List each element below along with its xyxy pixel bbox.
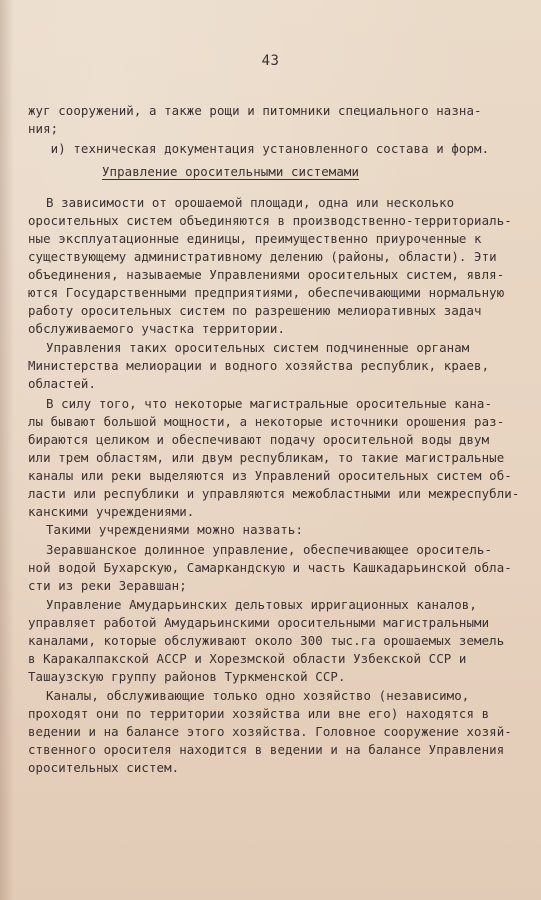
text-line: сти из реки Зеравшан;	[28, 578, 187, 593]
text-line: областей.	[28, 376, 97, 391]
text-line: ственного оросителя находится в ведении и на балансе Управления	[28, 742, 505, 757]
text-line: Управление Амударьинских дельтовых ирригационных каналов,	[46, 597, 477, 612]
text-line: Ташаузскую группу районов Туркменской ССР.	[28, 669, 346, 684]
text-line: в Каракалпакской АССР и Хорезмской области Узбекской ССР и	[28, 651, 467, 666]
text-line: проходят они по территории хозяйства или вне его) находятся в	[28, 706, 490, 721]
text-line: ния;	[28, 121, 59, 136]
page-shadow-edge	[0, 0, 14, 900]
text-line: объединения, называемые Управлениями оросительных систем, явля-	[28, 267, 505, 282]
text-line: и) техническая документация установленного состава и форм.	[28, 141, 490, 156]
text-line: жуг сооружений, а также рощи и питомники специального назна-	[28, 103, 482, 118]
text-line: или трем областям, или двум республикам, то такие магистральные	[28, 450, 505, 465]
text-line: Такими учреждениями можно назвать:	[46, 522, 304, 537]
text-line: Министерства мелиорации и водного хозяйства республик, краев,	[28, 358, 490, 373]
text-line: работу оросительных систем по разрешению мелиоративных задач	[28, 303, 482, 318]
text-line: ной водой Бухарскую, Самаркандскую и часть Кашкадарьинской обла-	[28, 560, 512, 575]
text-line: Зеравшанское долинное управление, обеспечивающее ороситель-	[46, 542, 493, 557]
text-line: управляет работой Амударьинскими оросительными магистральными	[28, 615, 490, 630]
text-line: обслуживаемого участка территории.	[28, 321, 286, 336]
text-line: ные эксплуатационные единицы, преимущественно приуроченные к	[28, 231, 482, 246]
text-line: ведении и на балансе этого хозяйства. Головное сооружение хозяй-	[28, 724, 512, 739]
text-line: В силу того, что некоторые магистральные оросительные кана-	[46, 396, 493, 411]
page-number: 43	[261, 53, 280, 69]
text-line: канскими учреждениями.	[28, 504, 195, 519]
section-heading: Управление оросительными системами	[102, 164, 360, 179]
text-line: каналы или реки выделяются из Управлений оросительных систем об-	[28, 468, 512, 483]
text-line: лы бывают большой мощности, а некоторые источники орошения раз-	[28, 414, 505, 429]
text-line: В зависимости от орошаемой площади, одна или несколько	[46, 195, 455, 210]
text-line: оросительных систем объединяются в производственно-территориаль-	[28, 213, 512, 228]
text-line: каналами, которые обслуживают около 300 тыс.га орошаемых земель	[28, 633, 505, 648]
text-line: оросительных систем.	[28, 760, 180, 775]
text-line: Каналы, обслуживающие только одно хозяйство (независимо,	[46, 688, 470, 703]
text-line: ласти или республики и управляются межобластными или межреспубли-	[28, 486, 520, 501]
text-line: Управления таких оросительных систем подчиненные органам	[46, 340, 470, 355]
text-line: бираются целиком и обеспечивают подачу оросительной воды двум	[28, 432, 490, 447]
text-line: ются Государственными предприятиями, обеспечивающими нормальную	[28, 285, 505, 300]
text-line: существующему административному делению (районы, области). Эти	[28, 249, 497, 264]
